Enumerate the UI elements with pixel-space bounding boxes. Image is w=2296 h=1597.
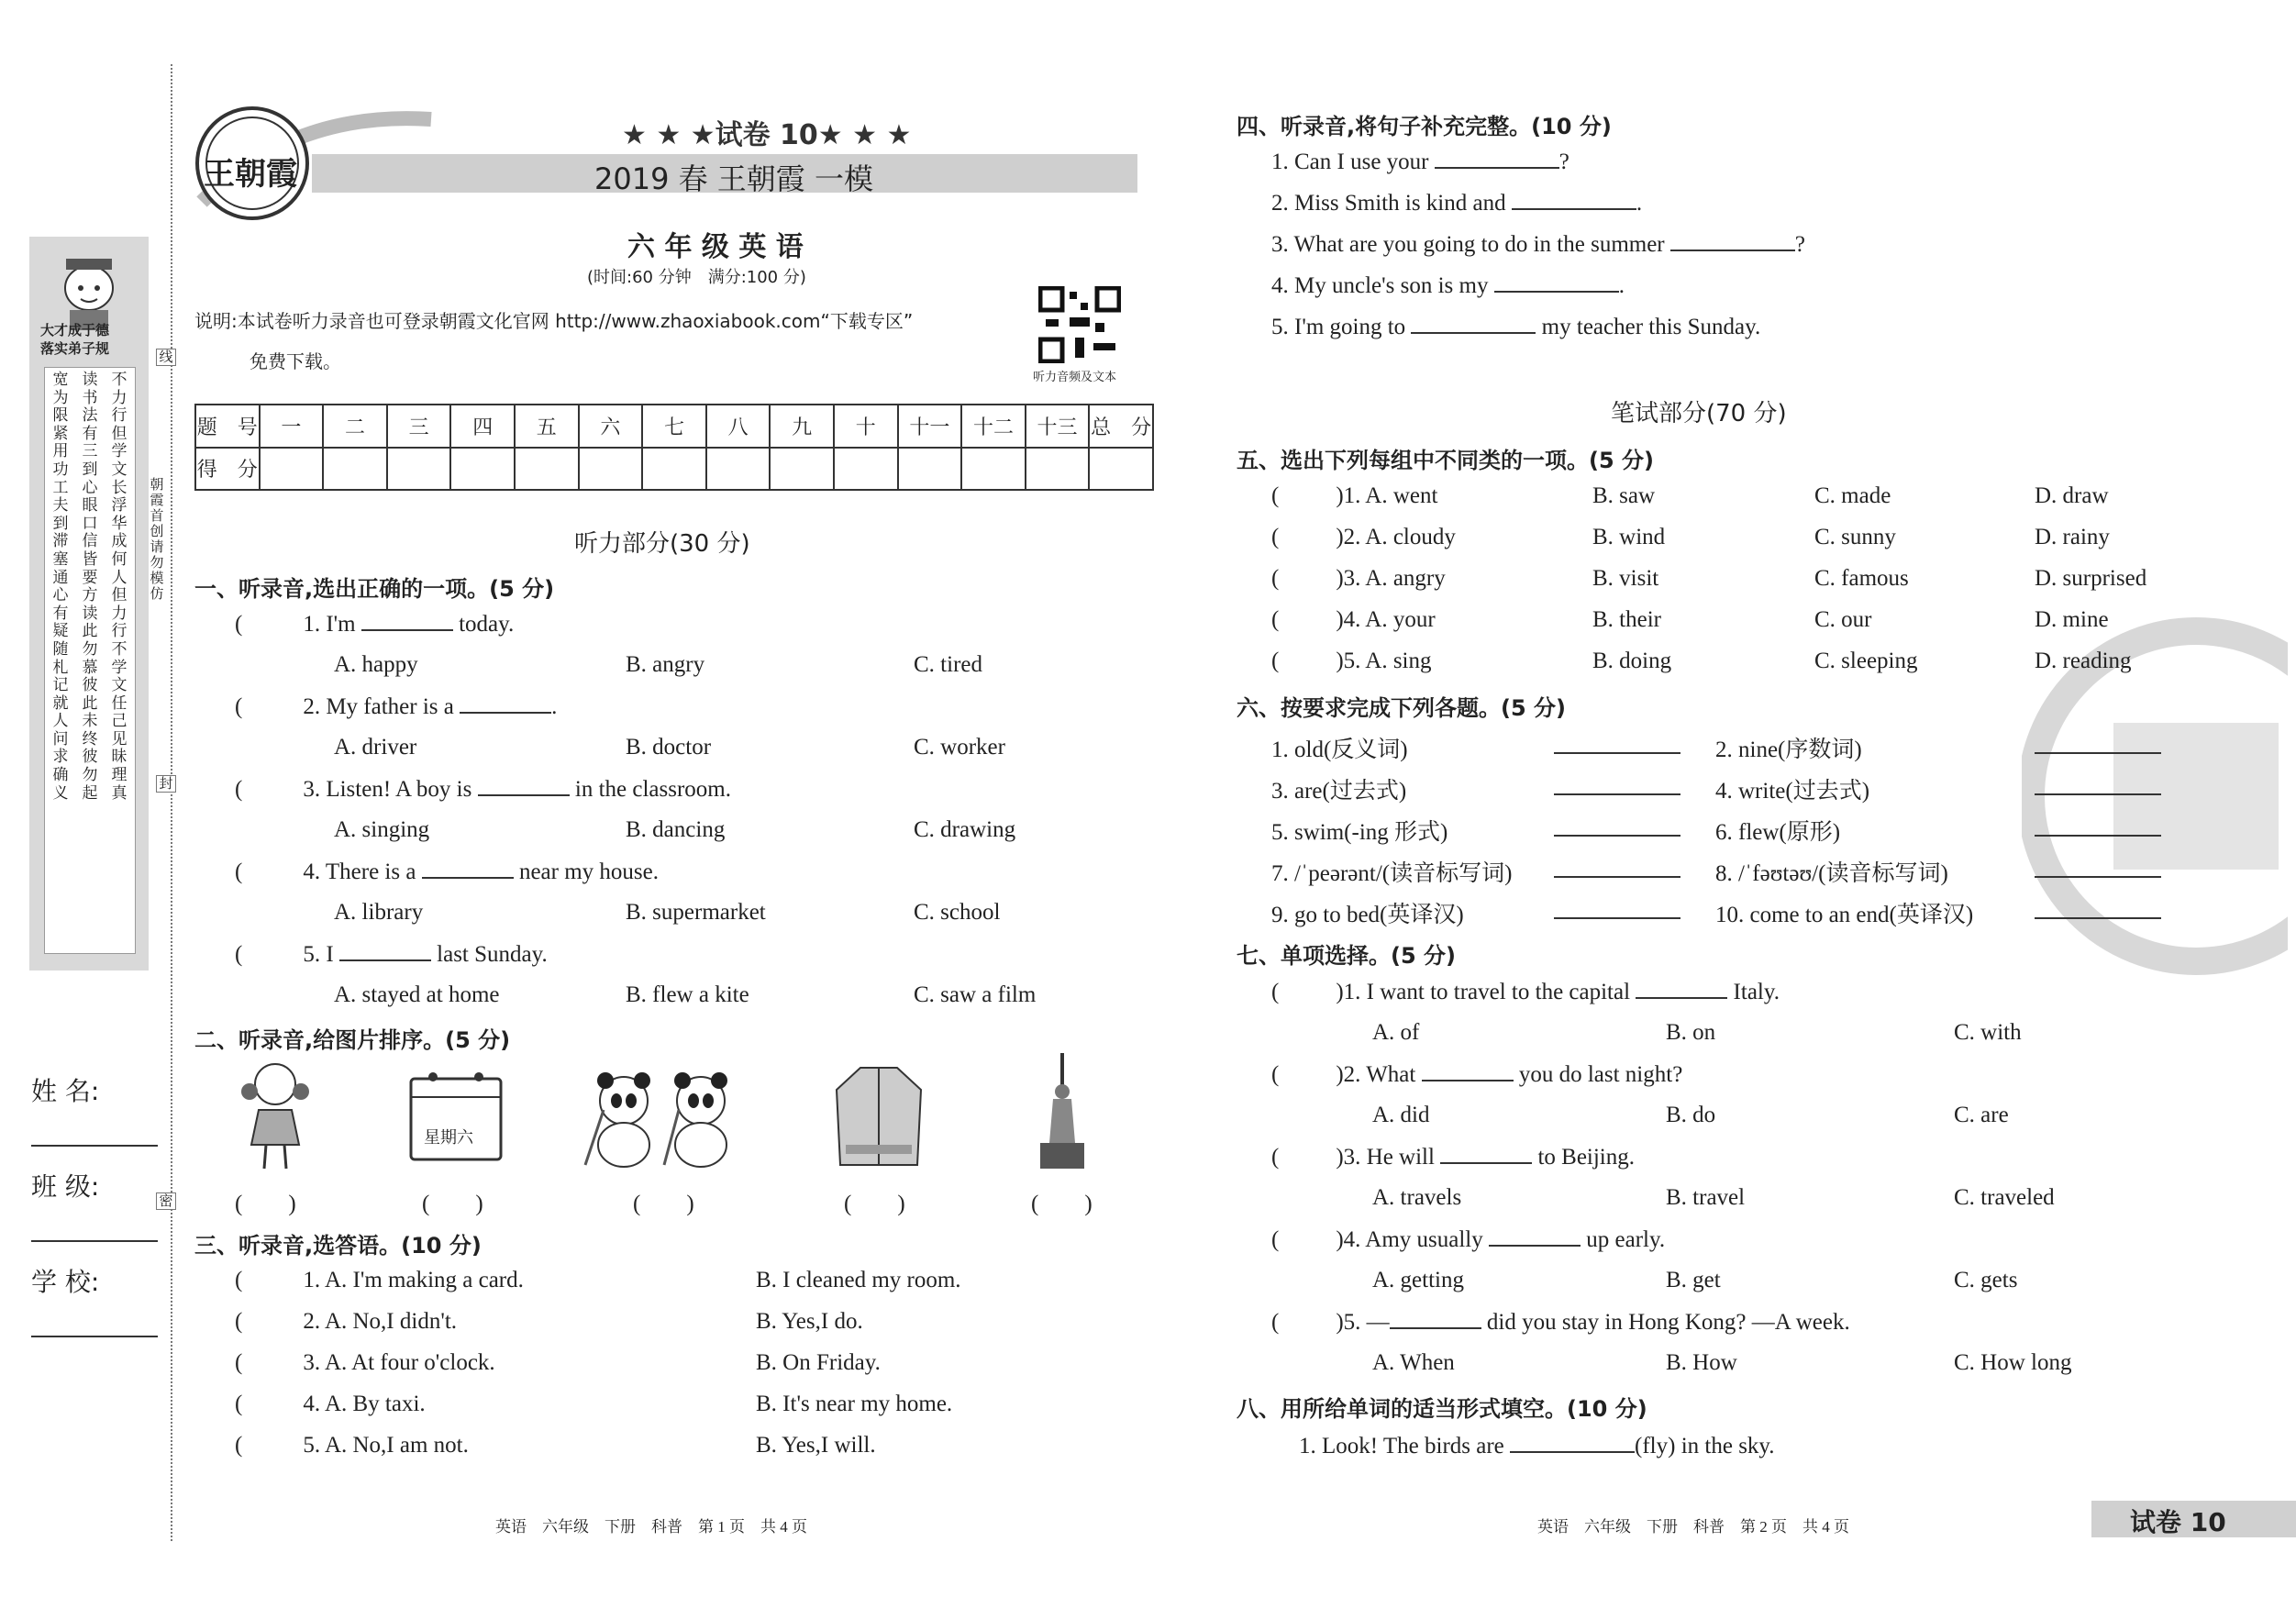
score-cell[interactable] — [770, 448, 834, 491]
motto-title: 大才成于德 落实弟子规 — [40, 322, 110, 357]
answer-blank[interactable] — [339, 941, 431, 961]
option[interactable]: B. Yes,I will. — [756, 1433, 876, 1458]
option[interactable]: B. on — [1666, 1020, 1716, 1045]
option[interactable]: C. sunny — [1814, 525, 1896, 549]
answer-blank[interactable] — [1554, 793, 1680, 795]
calendar-picture-icon — [407, 1066, 505, 1163]
option[interactable]: B. get — [1666, 1268, 1721, 1292]
calendar-text: 星期六 — [424, 1128, 473, 1148]
option[interactable]: A. driver — [334, 735, 417, 760]
answer-blank[interactable] — [1554, 835, 1680, 837]
s4-q2: 2. Miss Smith is kind and . — [1271, 191, 1643, 216]
picture-order-1[interactable]: ( ) — [235, 1192, 296, 1216]
score-cell[interactable] — [1026, 448, 1090, 491]
s5-q3[interactable]: ( )3. A. angry — [1271, 566, 1446, 591]
s7-q2: ( )2. What you do last night? — [1271, 1062, 1683, 1087]
option[interactable]: B. angry — [626, 652, 705, 677]
section-2-title: 二、听录音,给图片排序。(5 分) — [194, 1027, 511, 1053]
s4-q4: 4. My uncle's son is my . — [1271, 273, 1625, 298]
binding-mark-2: 封 — [156, 775, 176, 793]
option[interactable]: A. of — [1372, 1020, 1420, 1045]
option[interactable]: D. surprised — [2035, 566, 2147, 591]
answer-blank[interactable] — [1512, 190, 1636, 210]
option[interactable]: B. On Friday. — [756, 1350, 881, 1375]
section-5-title: 五、选出下列每组中不同类的一项。(5 分) — [1237, 448, 1654, 473]
binding-note: 朝霞首创 请勿模仿 — [150, 476, 164, 602]
answer-blank[interactable] — [1494, 272, 1619, 293]
option[interactable]: A. library — [334, 900, 424, 925]
binding-mark-1: 线 — [156, 349, 176, 366]
download-note: 说明:本试卷听力录音也可登录朝霞文化官网 http://www.zhaoxiabook.com“下载专区” — [194, 310, 914, 332]
answer-blank[interactable] — [422, 859, 514, 879]
score-col: 总 分 — [1089, 405, 1153, 448]
answer-blank[interactable] — [1554, 752, 1680, 754]
option[interactable]: B. travel — [1666, 1185, 1746, 1210]
option[interactable]: C. our — [1814, 607, 1872, 632]
option[interactable]: C. tired — [914, 652, 982, 677]
name-field[interactable] — [31, 1145, 158, 1147]
s6-q10: 10. come to an end(英译汉) — [1715, 903, 1974, 927]
name-label: 姓 名: — [31, 1076, 100, 1106]
score-cell[interactable] — [1089, 448, 1153, 491]
s5-q5[interactable]: ( )5. A. sing — [1271, 649, 1432, 673]
score-col: 九 — [770, 405, 834, 448]
option[interactable]: B. Yes,I do. — [756, 1309, 863, 1334]
answer-blank[interactable] — [1510, 1433, 1635, 1453]
score-cell[interactable] — [450, 448, 515, 491]
answer-blank[interactable] — [1435, 149, 1559, 169]
option[interactable]: A. singing — [334, 817, 430, 842]
answer-blank[interactable] — [2035, 793, 2161, 795]
option[interactable]: C. with — [1954, 1020, 2022, 1045]
class-label: 班 级: — [31, 1171, 100, 1202]
score-header: 题 号 — [195, 405, 260, 448]
option[interactable]: B. doctor — [626, 735, 712, 760]
qr-label: 听力音频及文本 — [1033, 371, 1117, 384]
s5-q4[interactable]: ( )4. A. your — [1271, 607, 1436, 632]
option[interactable]: B. visit — [1592, 566, 1659, 591]
score-cell[interactable] — [961, 448, 1026, 491]
option[interactable]: B. their — [1592, 607, 1661, 632]
picture-order-4[interactable]: ( ) — [844, 1192, 905, 1216]
s3-q2[interactable]: ( 2. A. No,I didn't. — [235, 1309, 458, 1334]
motto-box — [44, 367, 136, 954]
binding-mark-3: 密 — [156, 1192, 176, 1210]
s3-q1[interactable]: ( 1. A. I'm making a card. — [235, 1268, 524, 1292]
option[interactable]: C. worker — [914, 735, 1005, 760]
score-cell[interactable] — [834, 448, 898, 491]
answer-blank[interactable] — [460, 693, 551, 714]
download-note-2: 免费下载。 — [250, 350, 341, 372]
s6-q5: 5. swim(-ing 形式) — [1271, 820, 1448, 845]
score-col: 八 — [706, 405, 771, 448]
score-col: 三 — [387, 405, 451, 448]
option[interactable]: B. saw — [1592, 483, 1656, 508]
pandas-picture-icon — [576, 1064, 750, 1170]
option[interactable]: C. drawing — [914, 817, 1016, 842]
s7-q5: ( )5. — did you stay in Hong Kong? —A week. — [1271, 1310, 1850, 1335]
option[interactable]: A. getting — [1372, 1268, 1464, 1292]
statue-of-liberty-icon — [1031, 1051, 1092, 1172]
class-field[interactable] — [31, 1240, 158, 1242]
logo-text: 王朝霞 — [204, 156, 297, 193]
s7-q1: ( )1. I want to travel to the capital Italy. — [1271, 980, 1780, 1004]
section-8-title: 八、用所给单词的适当形式填空。(10 分) — [1237, 1396, 1647, 1422]
score-col: 二 — [323, 405, 387, 448]
score-cell[interactable] — [898, 448, 962, 491]
section-7-title: 七、单项选择。(5 分) — [1237, 943, 1456, 969]
s4-q3: 3. What are you going to do in the summer ? — [1271, 232, 1805, 257]
answer-blank[interactable] — [1670, 231, 1795, 251]
s7-q4: ( )4. Amy usually up early. — [1271, 1227, 1666, 1252]
option[interactable]: B. How — [1666, 1350, 1737, 1375]
cartoon-scholar-icon — [48, 242, 130, 334]
score-cell[interactable] — [387, 448, 451, 491]
option[interactable]: B. supermarket — [626, 900, 766, 925]
option[interactable]: D. rainy — [2035, 525, 2110, 549]
score-col: 六 — [579, 405, 643, 448]
s3-q4[interactable]: ( 4. A. By taxi. — [235, 1392, 426, 1416]
jacket-picture-icon — [833, 1062, 925, 1170]
s5-q1[interactable]: ( )1. A. went — [1271, 483, 1438, 508]
answer-blank[interactable] — [1554, 917, 1680, 919]
motto-col-3: 不力行但学文长浮华成何人但力行不学文任己见昧理真 — [111, 371, 128, 803]
qr-code-icon[interactable] — [1038, 286, 1121, 363]
s6-q8: 8. /ˈfəʊtəʊ/(读音标写词) — [1715, 861, 1948, 886]
s1-q5: ( 5. I last Sunday. — [235, 942, 548, 967]
s6-q2: 2. nine(序数词) — [1715, 738, 1862, 762]
footer-left: 英语 六年级 下册 科普 第 1 页 共 4 页 — [495, 1518, 807, 1536]
score-col: 十一 — [898, 405, 962, 448]
footer-right: 英语 六年级 下册 科普 第 2 页 共 4 页 — [1537, 1518, 1849, 1536]
s6-q3: 3. are(过去式) — [1271, 779, 1407, 804]
binding-line — [171, 64, 172, 1541]
option[interactable]: B. wind — [1592, 525, 1666, 549]
score-cell[interactable] — [515, 448, 579, 491]
score-col: 一 — [260, 405, 324, 448]
s8-q1: 1. Look! The birds are (fly) in the sky. — [1299, 1434, 1775, 1458]
school-label: 学 校: — [31, 1267, 100, 1297]
section-6-title: 六、按要求完成下列各题。(5 分) — [1237, 695, 1566, 721]
answer-blank[interactable] — [2035, 835, 2161, 837]
option[interactable]: C. are — [1954, 1103, 2009, 1127]
option[interactable]: B. flew a kite — [626, 982, 749, 1007]
score-col: 十 — [834, 405, 898, 448]
subject-title: 六 年 级 英 语 — [627, 231, 804, 263]
picture-order-3[interactable]: ( ) — [633, 1192, 694, 1216]
picture-order-5[interactable]: ( ) — [1031, 1192, 1093, 1216]
answer-blank[interactable] — [1390, 1309, 1481, 1329]
score-col: 五 — [515, 405, 579, 448]
option[interactable]: A. travels — [1372, 1185, 1462, 1210]
motto-col-1: 宽为限紧用功工夫到滞塞通心有疑随札记就人问求确义 — [52, 371, 69, 803]
written-title: 笔试部分(70 分) — [1611, 400, 1787, 427]
option[interactable]: C. traveled — [1954, 1185, 2055, 1210]
option[interactable]: A. stayed at home — [334, 982, 500, 1007]
score-cell[interactable] — [323, 448, 387, 491]
s6-q4: 4. write(过去式) — [1715, 779, 1870, 804]
answer-blank[interactable] — [2035, 876, 2161, 878]
option[interactable]: A. happy — [334, 652, 418, 677]
option[interactable]: B. dancing — [626, 817, 726, 842]
s5-q2[interactable]: ( )2. A. cloudy — [1271, 525, 1456, 549]
option[interactable]: C. saw a film — [914, 982, 1037, 1007]
option[interactable]: B. It's near my home. — [756, 1392, 953, 1416]
option[interactable]: D. draw — [2035, 483, 2109, 508]
school-field[interactable] — [31, 1336, 158, 1337]
s3-q5[interactable]: ( 5. A. No,I am not. — [235, 1433, 469, 1458]
exam-tag: 试卷 10 — [2130, 1507, 2226, 1537]
score-col: 四 — [450, 405, 515, 448]
time-info: (时间:60 分钟 满分:100 分) — [587, 268, 806, 287]
answer-blank[interactable] — [1554, 876, 1680, 878]
option[interactable]: C. gets — [1954, 1268, 2018, 1292]
score-table — [194, 404, 1154, 491]
option[interactable]: D. reading — [2035, 649, 2132, 673]
s1-q3: ( 3. Listen! A boy is in the classroom. — [235, 777, 731, 802]
answer-blank[interactable] — [1489, 1226, 1581, 1247]
option[interactable]: A. When — [1372, 1350, 1455, 1375]
option[interactable]: B. do — [1666, 1103, 1716, 1127]
s6-q6: 6. flew(原形) — [1715, 820, 1841, 845]
option[interactable]: D. mine — [2035, 607, 2109, 632]
s1-q4: ( 4. There is a near my house. — [235, 859, 659, 884]
option[interactable]: B. doing — [1592, 649, 1672, 673]
option[interactable]: C. made — [1814, 483, 1891, 508]
score-cell[interactable] — [706, 448, 771, 491]
answer-blank[interactable] — [2035, 752, 2161, 754]
score-col: 十二 — [961, 405, 1026, 448]
s1-q2: ( 2. My father is a . — [235, 694, 558, 719]
s7-q3: ( )3. He will to Beijing. — [1271, 1145, 1636, 1170]
girl-picture-icon — [231, 1055, 319, 1174]
main-title: 2019 春 王朝霞 一模 — [594, 161, 873, 196]
s4-q5: 5. I'm going to my teacher this Sunday. — [1271, 315, 1761, 339]
option[interactable]: B. I cleaned my room. — [756, 1268, 961, 1292]
motto-col-2: 读书法有三到心眼口信皆要方读此勿慕彼此未终彼勿起 — [82, 371, 98, 803]
option[interactable]: C. famous — [1814, 566, 1909, 591]
answer-blank[interactable] — [1440, 1144, 1532, 1164]
option[interactable]: C. How long — [1954, 1350, 2072, 1375]
s4-q1: 1. Can I use your ? — [1271, 150, 1569, 174]
option[interactable]: C. sleeping — [1814, 649, 1918, 673]
section-4-title: 四、听录音,将句子补充完整。(10 分) — [1237, 114, 1612, 139]
answer-blank[interactable] — [1422, 1061, 1514, 1081]
score-cell[interactable] — [579, 448, 643, 491]
score-cell[interactable] — [642, 448, 706, 491]
score-col: 七 — [642, 405, 706, 448]
answer-blank[interactable] — [1411, 314, 1536, 334]
s6-q9: 9. go to bed(英译汉) — [1271, 903, 1464, 927]
score-col: 十三 — [1026, 405, 1090, 448]
s6-q7: 7. /ˈpeərənt/(读音标写词) — [1271, 861, 1513, 886]
answer-blank[interactable] — [2035, 917, 2161, 919]
picture-order-2[interactable]: ( ) — [422, 1192, 483, 1216]
option[interactable]: C. school — [914, 900, 1001, 925]
section-1-title: 一、听录音,选出正确的一项。(5 分) — [194, 576, 555, 602]
score-cell[interactable] — [260, 448, 324, 491]
option[interactable]: A. did — [1372, 1103, 1430, 1127]
s3-q3[interactable]: ( 3. A. At four o'clock. — [235, 1350, 495, 1375]
listening-title: 听力部分(30 分) — [574, 530, 750, 558]
exam-number: ★ ★ ★试卷 10★ ★ ★ — [622, 119, 912, 151]
answer-blank[interactable] — [361, 611, 453, 631]
answer-blank[interactable] — [1636, 979, 1727, 999]
section-3-title: 三、听录音,选答语。(10 分) — [194, 1233, 482, 1259]
s1-q1: ( 1. I'm today. — [235, 612, 515, 637]
score-row-label: 得 分 — [195, 448, 260, 491]
s6-q1: 1. old(反义词) — [1271, 738, 1408, 762]
answer-blank[interactable] — [478, 776, 570, 796]
